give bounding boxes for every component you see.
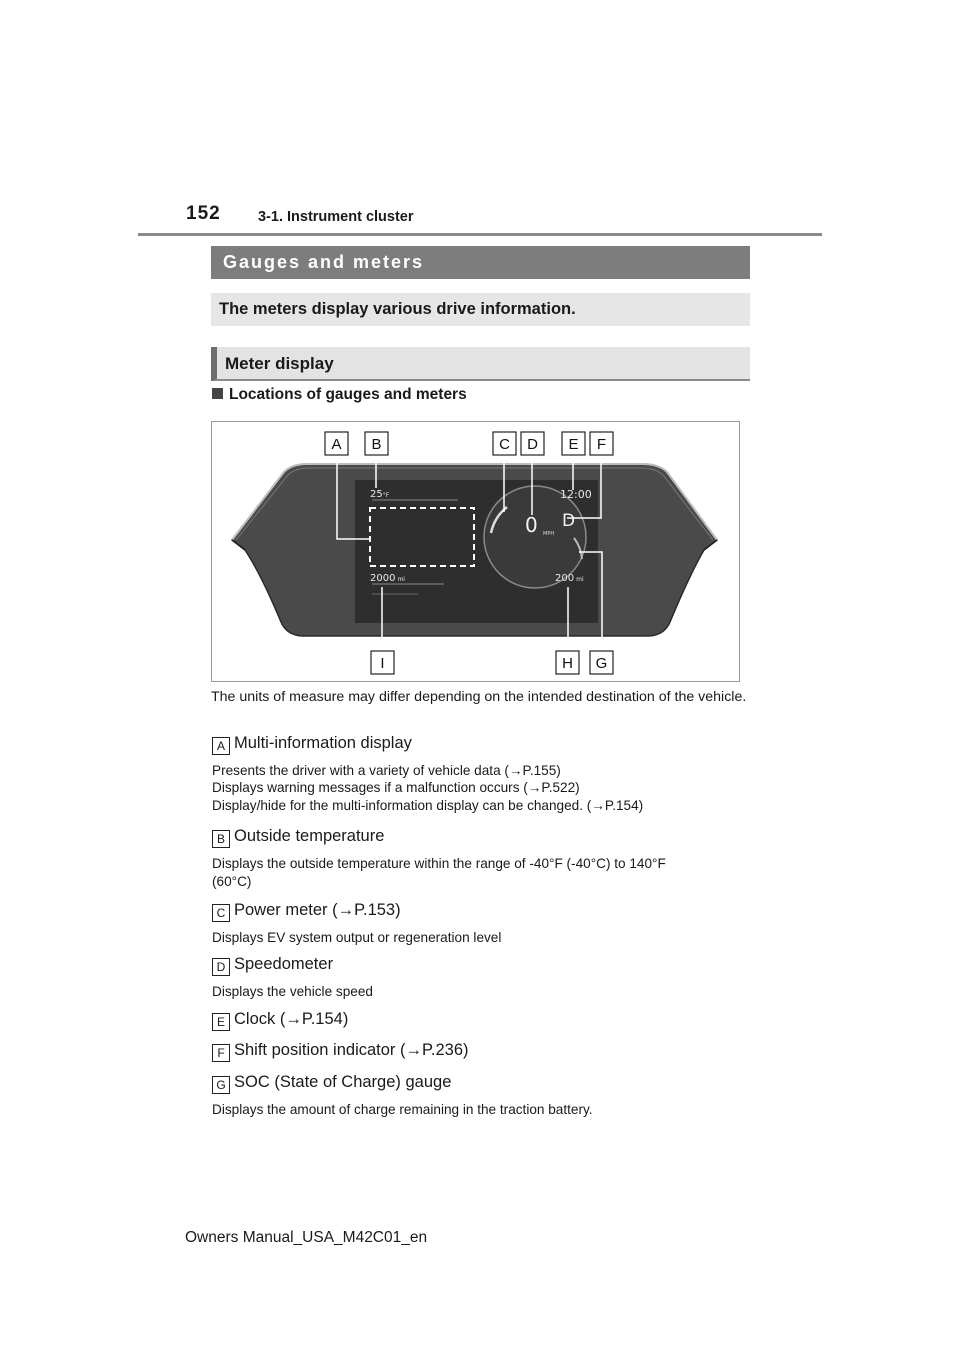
footer-manual-id: Owners Manual_USA_M42C01_en bbox=[185, 1229, 428, 1246]
intro-text: The meters display various drive information. bbox=[211, 293, 750, 326]
svg-text:G: G bbox=[595, 655, 608, 672]
subsubsection-title: Locations of gauges and meters bbox=[212, 386, 467, 404]
item-a-desc-3: Display/hide for the multi-information display can be changed. (→P.154) bbox=[212, 798, 644, 813]
item-d-desc-1: Displays the vehicle speed bbox=[212, 984, 373, 999]
outside-temperature-readout: 25°F bbox=[370, 489, 390, 500]
item-c-label: C Power meter (→P.153) bbox=[212, 901, 401, 922]
svg-text:A: A bbox=[331, 436, 342, 453]
units-note: The units of measure may differ depending on the intended destination of the vehicle. bbox=[211, 689, 747, 705]
odometer-readout: 2000 mi bbox=[370, 573, 405, 584]
svg-text:I: I bbox=[380, 655, 385, 672]
letter-d-icon: D bbox=[212, 958, 230, 976]
callout-h bbox=[556, 651, 579, 674]
instrument-cluster-figure bbox=[211, 421, 740, 682]
speed-unit: MPH bbox=[543, 531, 555, 537]
item-a-label: A Multi-information display bbox=[212, 734, 412, 755]
shift-position-readout: D bbox=[562, 511, 576, 531]
item-g-desc-1: Displays the amount of charge remaining in the traction battery. bbox=[212, 1102, 593, 1117]
callout-a bbox=[325, 432, 348, 455]
item-e-label: E Clock (→P.154) bbox=[212, 1010, 348, 1031]
callout-i bbox=[371, 651, 394, 674]
item-a-desc-2: Displays warning messages if a malfunction occurs (→P.522) bbox=[212, 780, 580, 795]
header-rule bbox=[138, 233, 822, 236]
svg-text:B: B bbox=[371, 436, 382, 453]
item-b-desc-2: (60°C) bbox=[212, 874, 252, 889]
callout-e bbox=[562, 432, 585, 455]
subsection-title: Meter display bbox=[211, 347, 750, 381]
item-g-label: G SOC (State of Charge) gauge bbox=[212, 1073, 451, 1094]
svg-text:E: E bbox=[568, 436, 579, 453]
item-c-desc-1: Displays EV system output or regeneration level bbox=[212, 930, 502, 945]
item-f-label: F Shift position indicator (→P.236) bbox=[212, 1041, 469, 1062]
svg-text:C: C bbox=[499, 436, 510, 453]
callout-d bbox=[521, 432, 544, 455]
item-d-label: D Speedometer bbox=[212, 955, 333, 976]
letter-a-icon: A bbox=[212, 737, 230, 755]
letter-e-icon: E bbox=[212, 1013, 230, 1031]
item-b-desc-1: Displays the outside temperature within the range of -40°F (-40°C) to 140°F bbox=[212, 856, 666, 871]
item-a-desc-1: Presents the driver with a variety of vehicle data (→P.155) bbox=[212, 763, 561, 778]
section-title: 3-1. Instrument cluster bbox=[258, 209, 414, 225]
callout-b bbox=[365, 432, 388, 455]
page-title: Gauges and meters bbox=[211, 246, 750, 279]
callout-f bbox=[590, 432, 613, 455]
speed-readout: 0 bbox=[525, 513, 538, 537]
range-readout: 200 mi bbox=[555, 573, 584, 584]
letter-f-icon: F bbox=[212, 1044, 230, 1062]
letter-b-icon: B bbox=[212, 830, 230, 848]
clock-readout: 12:00 bbox=[560, 488, 592, 501]
svg-text:F: F bbox=[596, 436, 607, 453]
item-b-label: B Outside temperature bbox=[212, 827, 384, 848]
cluster-illustration bbox=[212, 422, 739, 681]
callout-c bbox=[493, 432, 516, 455]
letter-g-icon: G bbox=[212, 1076, 230, 1094]
callout-g bbox=[590, 651, 613, 674]
square-bullet-icon bbox=[212, 388, 223, 399]
page-number: 152 bbox=[186, 203, 221, 224]
svg-text:D: D bbox=[527, 436, 538, 453]
letter-c-icon: C bbox=[212, 904, 230, 922]
svg-text:H: H bbox=[562, 655, 573, 672]
